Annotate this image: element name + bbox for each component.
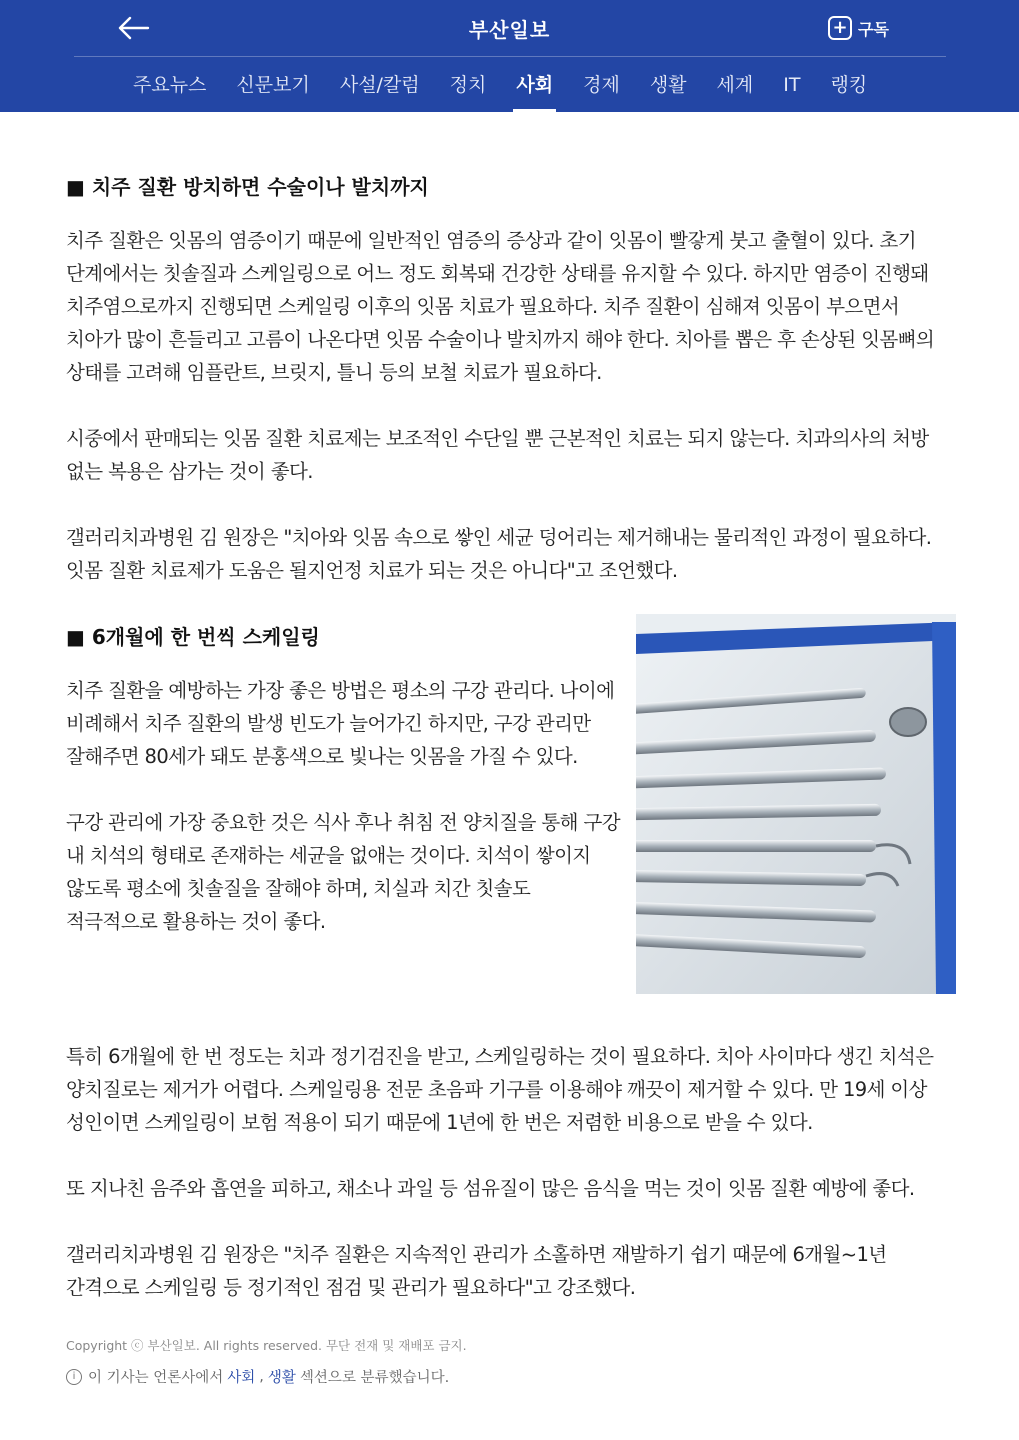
article-paragraph: 갤러리치과병원 김 원장은 "치아와 잇몸 속으로 쌓인 세균 덩어리는 제거해내는 물리적인 과정이 필요하다. 잇몸 질환 치료제가 도움은 될지언정 치료가 되는 것은 아니다"고 조언했다. <box>66 526 932 582</box>
dental-instruments-photo[interactable] <box>636 614 956 994</box>
header-divider <box>74 56 946 57</box>
tab-economy[interactable]: 경제 <box>583 74 620 96</box>
tab-world[interactable]: 세계 <box>716 74 754 96</box>
tab-it[interactable]: IT <box>783 74 801 96</box>
section-text-column <box>66 620 626 938</box>
subscribe-label: 구독 <box>858 19 889 39</box>
top-bar <box>0 0 1019 112</box>
article-paragraph: 치주 질환은 잇몸의 염증이기 때문에 일반적인 염증의 증상과 같이 잇몸이 빨갛게 붓고 출혈이 있다. 초기 단계에서는 칫솔질과 스케일링으로 어느 정도 회복돼 건강한 상태를 유지할 수 있다. 하지만 염증이 진행돼 치주염으로까지 진행되면 스케일링 이후의 잇몸 치료가 필요하다. 치주 질환이 심해져 잇몸이 부으면서 치아가 많이 흔들리고 고름이 나온다면 잇몸 수술이나 발치까지 해야 한다. 치아를 뽑은 후 손상된 잇몸뼈의 상태를 고려해 임플란트, 브릿지, 틀니 등의 보철 치료가 필요하다. <box>66 229 935 384</box>
section-classification <box>66 1366 958 1387</box>
tab-editorial[interactable]: 사설/칼럼 <box>339 74 420 96</box>
section-tag-life[interactable]: 생활 <box>267 1370 296 1386</box>
article-body <box>66 170 958 1304</box>
tab-headlines[interactable]: 주요뉴스 <box>133 74 207 96</box>
article-paragraph: 구강 관리에 가장 중요한 것은 식사 후나 취침 전 양치질을 통해 구강 내 치석의 형태로 존재하는 세균을 없애는 것이다. 치석이 쌓이지 않도록 평소에 칫솔질을 잘해야 하며, 치실과 치간 칫솔도 적극적으로 활용하는 것이 좋다. <box>66 811 620 933</box>
article-paragraph: 시중에서 판매되는 잇몸 질환 치료제는 보조적인 수단일 뿐 근본적인 치료는 되지 않는다. 치과의사의 처방 없는 복용은 삼가는 것이 좋다. <box>66 427 929 483</box>
tab-newspaper[interactable]: 신문보기 <box>236 74 310 96</box>
info-circle-icon: i <box>66 1369 82 1385</box>
article-paragraph: 치주 질환을 예방하는 가장 좋은 방법은 평소의 구강 관리다. 나이에 비례해서 치주 질환의 발생 빈도가 늘어가긴 하지만, 구강 관리만 잘해주면 80세가 돼도 분홍색으로 빛나는 잇몸을 가질 수 있다. <box>66 679 615 768</box>
article-paragraph: 특히 6개월에 한 번 정도는 치과 정기검진을 받고, 스케일링하는 것이 필요하다. 치아 사이마다 생긴 치석은 양치질로는 제거가 어렵다. 스케일링용 전문 초음파 기구를 이용해야 깨끗이 제거할 수 있다. 만 19세 이상 성인이면 스케일링이 보험 적용이 되기 때문에 1년에 한 번은 저렴한 비용으로 받을 수 있다. <box>66 1045 934 1134</box>
section-nav <box>118 58 882 112</box>
section-with-photo <box>66 620 958 1000</box>
section-heading: ■ 6개월에 한 번씩 스케일링 <box>66 625 320 649</box>
tab-ranking[interactable]: 랭킹 <box>830 74 868 96</box>
tab-politics[interactable]: 정치 <box>449 74 487 96</box>
section-tag-society[interactable]: 사회 <box>227 1370 256 1386</box>
tab-society[interactable]: 사회 <box>501 58 568 112</box>
article-paragraph: 갤러리치과병원 김 원장은 "치주 질환은 지속적인 관리가 소홀하면 재발하기 쉽기 때문에 6개월~1년 간격으로 스케일링 등 정기적인 점검 및 관리가 필요하다"고 강조했다. <box>66 1243 887 1299</box>
tag-separator: , <box>259 1368 264 1385</box>
article-footer <box>66 1336 958 1387</box>
subscribe-button[interactable] <box>828 14 889 42</box>
section-heading: ■ 치주 질환 방치하면 수술이나 발치까지 <box>66 175 429 199</box>
plus-square-icon: + <box>828 16 852 40</box>
tab-life[interactable]: 생활 <box>649 74 687 96</box>
classify-prefix: 이 기사는 언론사에서 <box>88 1370 224 1386</box>
brand-title[interactable]: 부산일보 <box>468 18 551 42</box>
copyright-notice: Copyright ⓒ 부산일보. All rights reserved. 무단 전재 및 재배포 금지. <box>66 1338 467 1353</box>
classify-suffix: 섹션으로 분류했습니다. <box>299 1370 450 1386</box>
article-paragraph: 또 지나친 음주와 흡연을 피하고, 채소나 과일 등 섬유질이 많은 음식을 먹는 것이 잇몸 질환 예방에 좋다. <box>66 1177 915 1200</box>
